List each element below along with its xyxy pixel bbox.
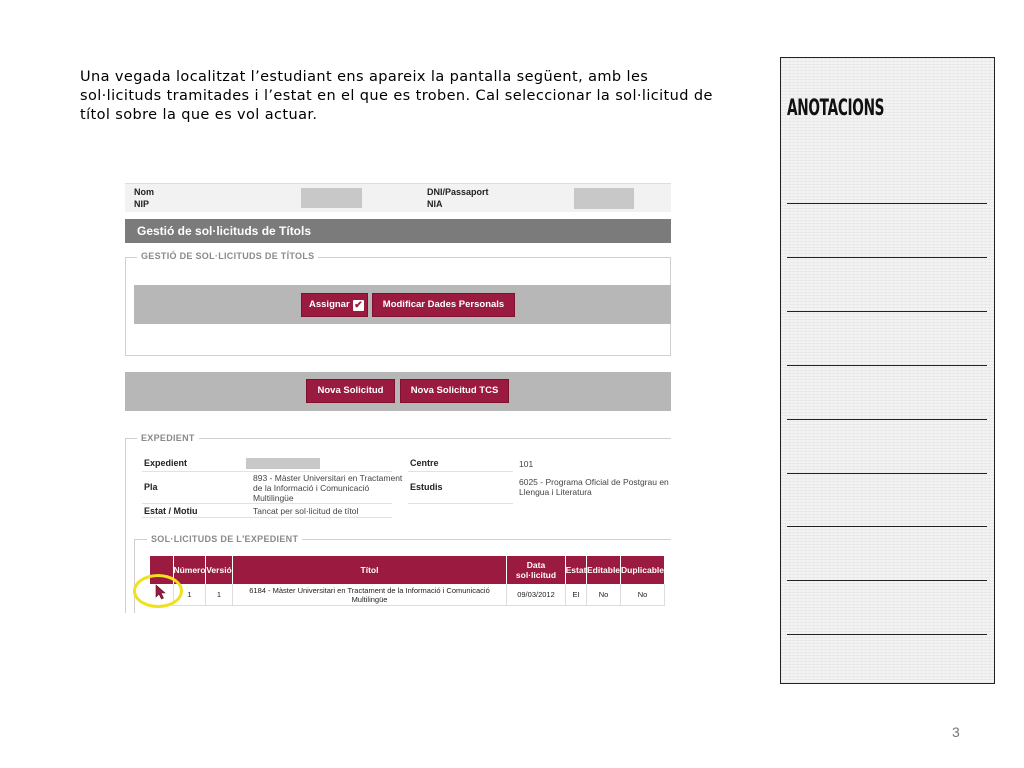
assignar-button[interactable] (301, 293, 368, 317)
nova-action-band (125, 372, 671, 411)
checkbox-icon[interactable]: ✔ (354, 300, 363, 311)
table-header-duplicable: Duplicable (621, 556, 665, 584)
table-header-estat: Estat (566, 556, 587, 584)
estudis-value: 6025 - Programa Oficial de Postgrau en Llengua i Literatura (519, 477, 669, 497)
note-line (787, 473, 987, 474)
page-number: 3 (952, 724, 960, 740)
estat-value: Tancat per sol·licitud de títol (253, 506, 359, 516)
page-title: Gestió de sol·licituds de Títols (125, 219, 671, 243)
note-line (787, 580, 987, 581)
note-line (787, 203, 987, 204)
nom-redacted (301, 188, 362, 208)
annotations-title: ANOTACIONS (787, 96, 885, 121)
table-header-versio: Versió (206, 556, 233, 584)
nova-solicitud-button[interactable]: Nova Solicitud (306, 379, 395, 403)
table-header-editable: Editable (587, 556, 621, 584)
note-line (787, 419, 987, 420)
solicituds-legend: SOL·LICITUDS DE L'EXPEDIENT (147, 534, 302, 544)
note-line (787, 634, 987, 635)
modificar-dades-button[interactable]: Modificar Dades Personals (372, 293, 515, 317)
row-separator (142, 471, 392, 472)
table-cell-versio: 1 (206, 584, 233, 606)
embedded-screenshot (125, 183, 673, 613)
expedient-label: Expedient (144, 458, 188, 468)
note-line (787, 257, 987, 258)
table-cell-data: 09/03/2012 (507, 584, 566, 606)
mouse-pointer-icon[interactable] (155, 584, 167, 600)
row-separator (142, 517, 392, 518)
nom-label: Nom (134, 187, 154, 197)
note-line (787, 365, 987, 366)
row-separator (408, 503, 513, 504)
note-line (787, 526, 987, 527)
table-header-titol: Títol (233, 556, 507, 584)
estat-label: Estat / Motiu (144, 506, 198, 516)
expedient-legend: EXPEDIENT (137, 433, 199, 443)
nia-label: NIA (427, 199, 443, 209)
pla-label: Pla (144, 482, 158, 492)
intro-paragraph: Una vegada localitzat l’estudiant ens apareix la pantalla següent, amb les sol·licituds tramitades i l’estat en el que es troben. Cal seleccionar la sol·licitud de títol sobre la que es vol actuar. (80, 69, 713, 123)
table-header-data: Data sol·licitud (507, 556, 566, 584)
table-cell-estat: EI (566, 584, 587, 606)
annotations-panel (780, 57, 995, 684)
table-cell-editable: No (587, 584, 621, 606)
pla-value: 893 - Màster Universitari en Tractament de la Informació i Comunicació Multilingüe (253, 473, 403, 503)
dni-redacted (574, 188, 634, 209)
expedient-redacted (246, 458, 320, 469)
user-info-bar (125, 183, 671, 212)
nova-solicitud-tcs-button[interactable]: Nova Solicitud TCS (400, 379, 509, 403)
table-cell-duplicable: No (621, 584, 665, 606)
estudis-label: Estudis (410, 482, 443, 492)
centre-label: Centre (410, 458, 439, 468)
dni-label: DNI/Passaport (427, 187, 489, 197)
table-cell-titol: 6184 - Màster Universitari en Tractament de la Informació i Comunicació Multilingüe (233, 584, 507, 606)
note-line (787, 311, 987, 312)
gestio-legend: GESTIÓ DE SOL·LICITUDS DE TÍTOLS (137, 251, 318, 261)
row-separator (408, 471, 513, 472)
table-cell-numero: 1 (174, 584, 206, 606)
centre-value: 101 (519, 459, 534, 469)
table-header-numero: Número (174, 556, 206, 584)
nip-label: NIP (134, 199, 150, 209)
row-separator (142, 503, 392, 504)
assignar-label: Assignar (309, 299, 350, 310)
